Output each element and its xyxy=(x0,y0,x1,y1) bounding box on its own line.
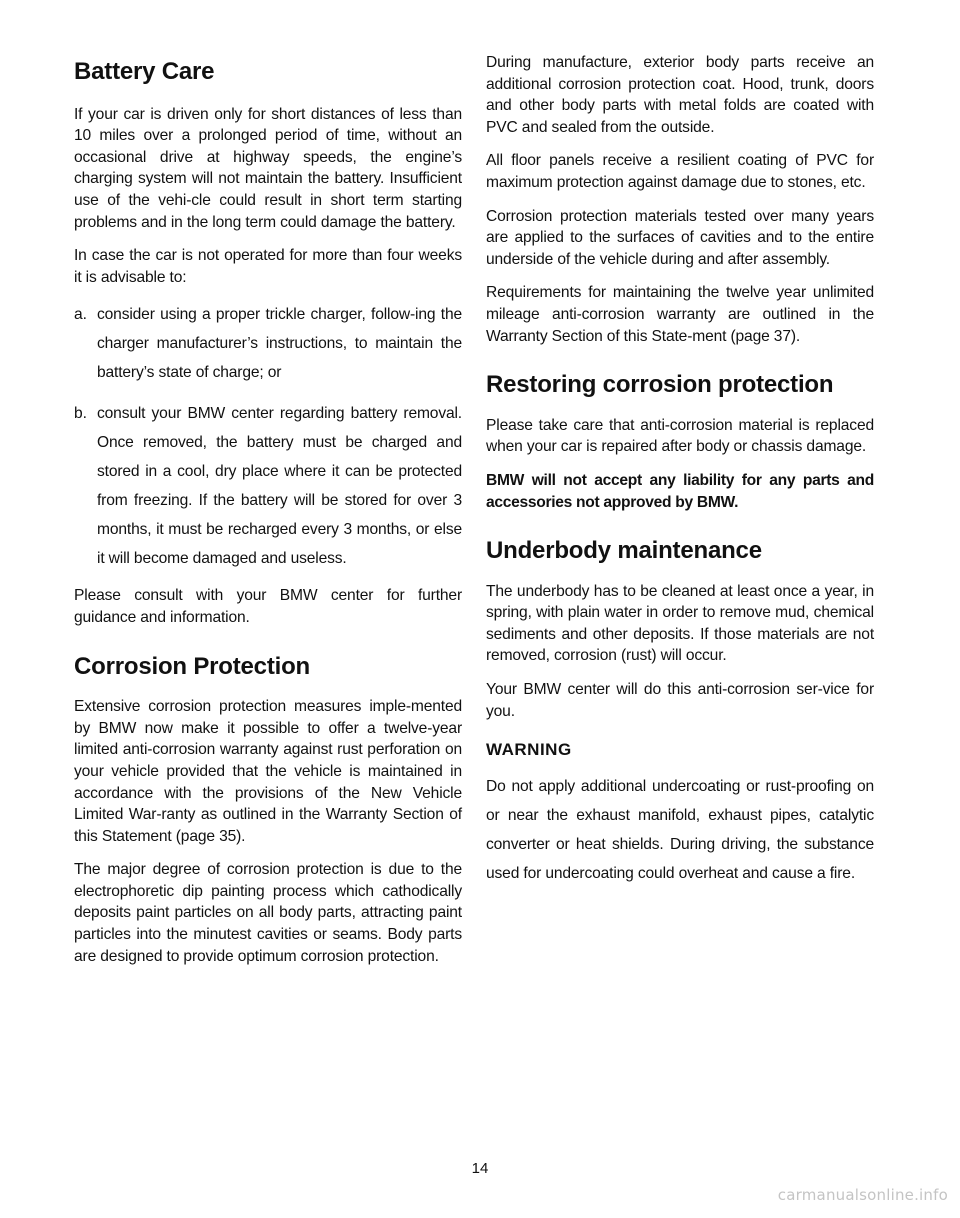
page-number: 14 xyxy=(471,1160,489,1177)
warning-title: WARNING xyxy=(486,740,572,760)
corrosion-paragraph-1: Extensive corrosion protection measures imple-mented by BMW now make it possible to offer a twelve-year limited anti-corrosion warranty against rust perforation on your vehicle provided that the vehicle is maintained in accordance with the provisions of the New Vehicle Limited War-ranty as outlined in the Warranty Section of this Statement (page 35). xyxy=(74,698,462,845)
requirements-paragraph: Requirements for maintaining the twelve year unlimited mileage anti-corrosion warranty are outlined in the Warranty Section of this State-ment (page 37). xyxy=(486,284,874,345)
battery-care-heading: Battery Care xyxy=(74,58,215,85)
liability-notice: BMW will not accept any liability for any parts and accessories not approved by BMW. xyxy=(486,471,874,511)
materials-paragraph: Corrosion protection materials tested over many years are applied to the surfaces of cavities and to the entire underside of the vehicle during and after assembly. xyxy=(486,207,874,268)
list-item xyxy=(74,399,462,573)
list-item-text: consider using a proper trickle charger, follow-ing the charger manufacturer’s instructions, to maintain the battery’s state of charge; or xyxy=(97,306,462,382)
watermark: carmanualsonline.info xyxy=(777,1186,948,1204)
right-column xyxy=(486,52,874,900)
manufacture-paragraph: During manufacture, exterior body parts receive an additional corrosion protection coat. Hood, trunk, doors and other body parts with metal folds are coated with PVC and sealed from the outside. xyxy=(486,54,874,136)
list-marker: a. xyxy=(74,306,88,324)
restoring-paragraph: Please take care that anti-corrosion material is replaced when your car is repaired after body or chassis damage. xyxy=(486,416,874,456)
underbody-paragraph-1: The underbody has to be cleaned at least once a year, in spring, with plain water in order to remove mud, chemical sediments and other deposits. If those materials are not removed, corrosion (rust) will occur. xyxy=(486,582,874,665)
left-column xyxy=(74,52,462,979)
floor-panels-paragraph: All floor panels receive a resilient coating of PVC for maximum protection against damage due to stones, etc. xyxy=(486,152,874,191)
warning-text: Do not apply additional undercoating or rust-proofing on or near the exhaust manifold, exhaust pipes, catalytic converter or heat shields. During driving, the substance used for undercoating could overheat and cause a fire. xyxy=(486,778,874,883)
corrosion-protection-heading: Corrosion Protection xyxy=(74,652,311,680)
underbody-paragraph-2: Your BMW center will do this anti-corrosion ser-vice for you. xyxy=(486,681,874,720)
battery-paragraph-2: In case the car is not operated for more than four weeks it is advisable to: xyxy=(74,247,462,286)
restoring-heading: Restoring corrosion protection xyxy=(486,371,834,399)
list-marker: b. xyxy=(74,405,88,423)
battery-paragraph-3: Please consult with your BMW center for further guidance and information. xyxy=(74,587,462,626)
list-item-text: consult your BMW center regarding battery removal. Once removed, the battery must be charged and stored in a cool, dry place where it can be protected from freezing. If the battery will be stored for over 3 months, it must be recharged every 3 months, or else it will become damaged and useless. xyxy=(97,405,462,568)
underbody-heading: Underbody maintenance xyxy=(486,537,762,565)
battery-paragraph-1: If your car is driven only for short distances of less than 10 miles over a prolonged period of time, without an occasional drive at highway speeds, the engine’s charging system will not maintain the battery. Insufficient use of the vehi-cle could result in short term starting problems and in the long term could damage the battery. xyxy=(74,105,462,231)
list-item xyxy=(74,300,462,387)
corrosion-paragraph-2: The major degree of corrosion protection is due to the electrophoretic dip painting process which cathodically deposits paint particles on all body parts, attracting paint particles into the minutest cavities or seams. Body parts are designed to provide optimum corrosion protection. xyxy=(74,861,462,965)
